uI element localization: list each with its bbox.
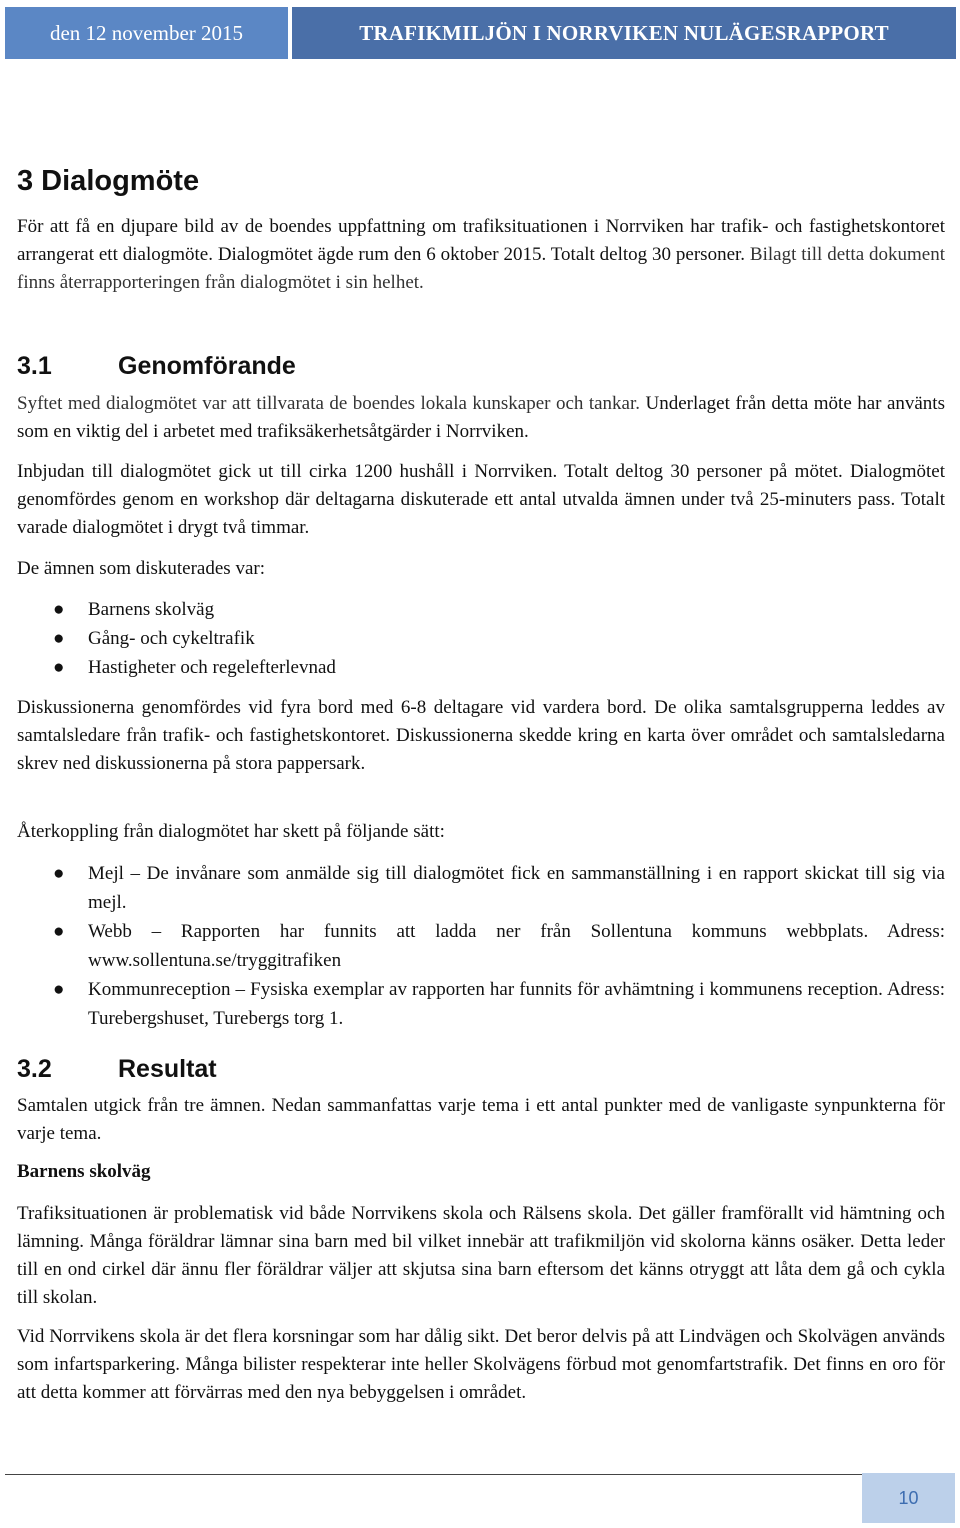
list-item: ● Hastigheter och regelefterlevnad [17,653,945,682]
section-3-2-heading [17,1055,217,1084]
header-date: den 12 november 2015 [5,7,288,59]
topics-list [17,595,945,682]
section-3-1-paragraph-1 [17,390,945,446]
section-number: 3.2 [17,1055,52,1083]
purpose-text: Syftet med dialogmötet var att tillvarata de boendes lokala kunskaper och tankar. [17,393,641,414]
bullet-icon: ● [53,599,65,620]
section-3-1-heading [17,352,296,381]
list-item: ● Gång- och cykeltrafik [17,624,945,653]
list-item: ● Mejl – De invånare som anmälde sig till dialogmötet fick en sammanställning i en rapport skickat till sig via mejl. [17,859,945,917]
section-3-2-paragraph-2: Trafiksituationen är problematisk vid både Norrvikens skola och Rälsens skola. Det gäller framförallt vid hämtning och lämning. Många föräldrar lämnar sina barn med bil vilket innebär att trafikmiljön vid skolorna känns osäker. Detta leder till en ond cirkel där ännu fler föräldrar väljer att skjutsa sina barn eftersom det känns otryggt att låta dem gå och cykla till skolan. [17,1203,945,1308]
footer-divider [5,1474,955,1475]
bullet-icon: ● [53,628,65,649]
bullet-icon: ● [53,979,65,1000]
list-item: ● Barnens skolväg [17,595,945,624]
intro-attachment-text: Bilagt till detta dokument finns återrapporteringen från dialogmötet i sin helhet. [17,244,945,293]
section-3-heading: 3 Dialogmöte [17,165,200,197]
section-3-2-paragraph-3: Vid Norrvikens skola är det flera korsningar som har dålig sikt. Det beror delvis på att Lindvägen och Skolvägen används som infartsparkering. Många bilister respekterar inte heller Skolvägens förbud mot genomfartstrafik. Det finns en oro för att detta kommer att förvärras med den nya bebyggelsen i området. [17,1326,945,1403]
list-item: ● Kommunreception – Fysiska exemplar av rapporten har funnits för avhämtning i kommunens reception. Adress: Turebergshuset, Turebergs torg 1. [17,975,945,1033]
feedback-intro: Återkoppling från dialogmötet har skett på följande sätt: [17,821,445,842]
section-3-2-paragraph-1: Samtalen utgick från tre ämnen. Nedan sammanfattas varje tema i ett antal punkter med de vanligaste synpunkterna för varje tema. [17,1095,945,1144]
bullet-icon: ● [53,863,65,884]
sub-heading-school-route: Barnens skolväg [17,1161,151,1182]
page-number: 10 [862,1473,955,1523]
list-item: ● Webb – Rapporten har funnits att ladda ner från Sollentuna kommuns webbplats. Adress: www.sollentuna.se/tryggitrafiken [17,917,945,975]
intro-text: För att få en djupare bild av de boendes uppfattning om trafiksituationen i Norrviken har trafik- och fastighetskontoret arrangerat ett dialogmöte. Dialogmötet ägde rum den 6 oktober 2015. Totalt deltog 30 personer. [17,216,945,265]
page-header [5,7,956,59]
section-number: 3.1 [17,352,52,380]
section-3-1-paragraph-3: Diskussionerna genomfördes vid fyra bord med 6-8 deltagare vid vardera bord. De olika samtalsgrupperna leddes av samtalsledare från trafik- och fastighetskontoret. Diskussionerna skedde kring en karta över området och samtalsledarna skrev ned diskussionerna på stora pappersark. [17,697,945,774]
topics-intro: De ämnen som diskuterades var: [17,558,265,579]
section-title: Resultat [118,1055,217,1083]
section-title: Genomförande [118,352,296,380]
feedback-list [17,859,945,1033]
section-3-intro [17,213,945,297]
bullet-icon: ● [53,657,65,678]
bullet-icon: ● [53,921,65,942]
basis-text: Underlaget från detta möte har använts som en viktig del i arbetet med trafiksäkerhetsåtgärder i Norrviken. [17,393,945,442]
header-title: TRAFIKMILJÖN I NORRVIKEN NULÄGESRAPPORT [292,7,956,59]
section-3-1-paragraph-2: Inbjudan till dialogmötet gick ut till cirka 1200 hushåll i Norrviken. Totalt deltog 30 personer på mötet. Dialogmötet genomfördes genom en workshop där deltagarna diskuterade ett antal utvalda ämnen under två 25-minuters pass. Totalt varade dialogmötet i drygt två timmar. [17,461,945,538]
